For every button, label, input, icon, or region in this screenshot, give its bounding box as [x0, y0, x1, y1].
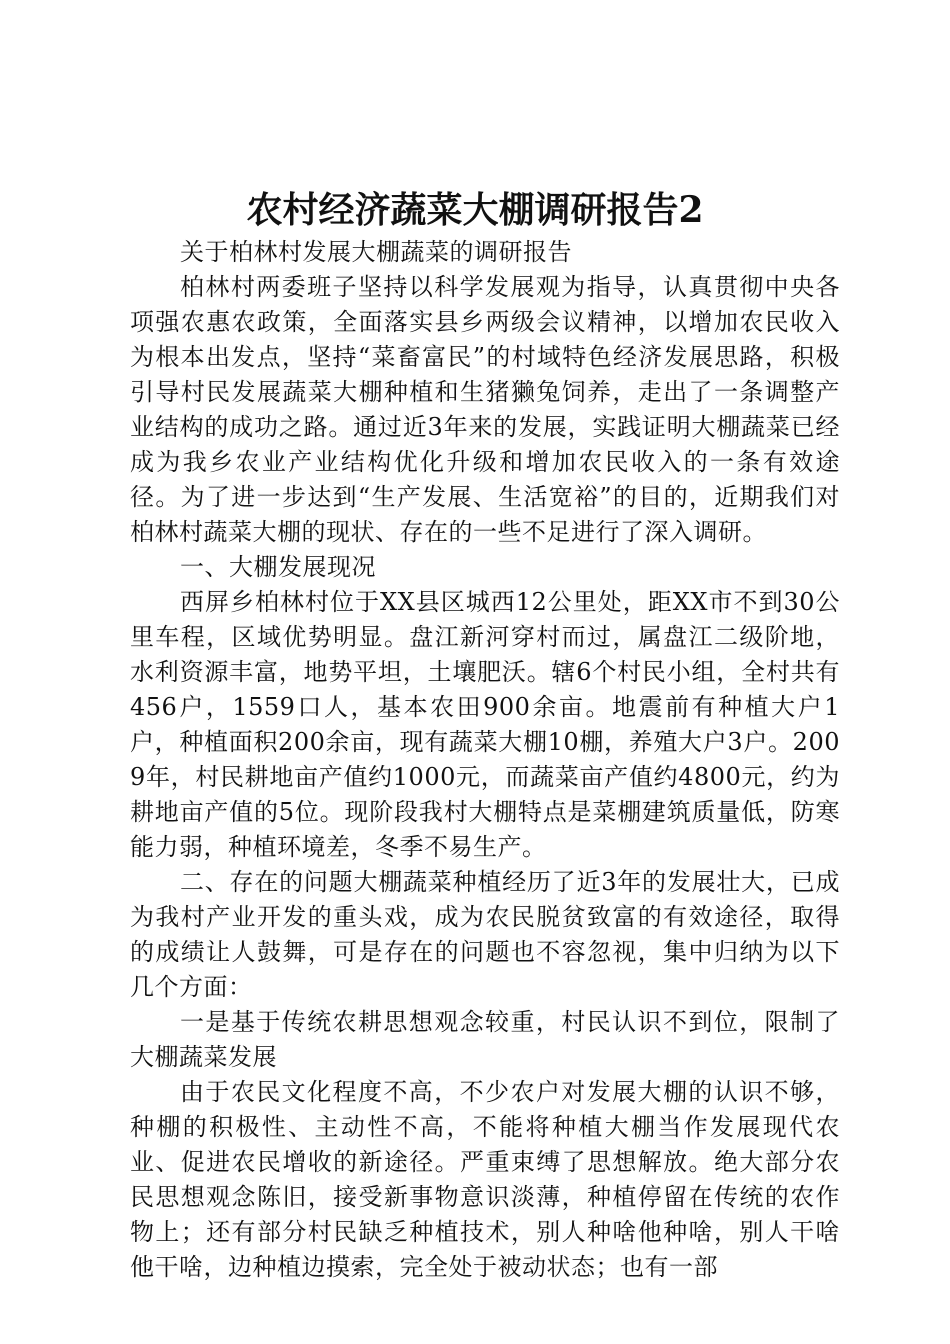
problem-one-heading: 一是基于传统农耕思想观念较重，村民认识不到位，限制了大棚蔬菜发展: [130, 1008, 840, 1071]
report-subtitle: 关于柏林村发展大棚蔬菜的调研报告: [180, 238, 572, 266]
status-paragraph: 西屏乡柏林村位于XX县区城西12公里处，距XX市不到30公里车程，区域优势明显。盘江新河穿村而过，属盘江二级阶地，水利资源丰富，地势平坦，土壤肥沃。辖6个村民小组，全村共有456户，1559口人，基本农田900余亩。地震前有种植大户1户，种植面积200余亩，现有蔬菜大棚10棚，养殖大户3户。2009年，村民耕地亩产值约1000元，而蔬菜亩产值约4800元，约为耕地亩产值的5位。现阶段我村大棚特点是菜棚建筑质量低，防寒能力弱，种植环境差，冬季不易生产。: [130, 588, 840, 861]
intro-paragraph: 柏林村两委班子坚持以科学发展观为指导，认真贯彻中央各项强农惠农政策，全面落实县乡两级会议精神，以增加农民收入为根本出发点，坚持“菜畜富民”的村域特色经济发展思路，积极引导村民发展蔬菜大棚种植和生猪獭兔饲养，走出了一条调整产业结构的成功之路。通过近3年来的发展，实践证明大棚蔬菜已经成为我乡农业产业结构优化升级和增加农民收入的一条有效途径。为了进一步达到“生产发展、生活宽裕”的目的，近期我们对柏林村蔬菜大棚的现状、存在的一些不足进行了深入调研。: [130, 273, 840, 546]
document-title: 农村经济蔬菜大棚调研报告2: [246, 189, 704, 231]
problems-paragraph: 二、存在的问题大棚蔬菜种植经历了近3年的发展壮大，已成为我村产业开发的重头戏，成为农民脱贫致富的有效途径，取得的成绩让人鼓舞，可是存在的问题也不容忽视，集中归纳为以下几个方面：: [130, 868, 840, 1001]
problem-one-paragraph: 由于农民文化程度不高，不少农户对发展大棚的认识不够，种棚的积极性、主动性不高，不能将种植大棚当作发展现代农业、促进农民增收的新途径。严重束缚了思想解放。绝大部分农民思想观念陈旧，接受新事物意识淡薄，种植停留在传统的农作物上；还有部分村民缺乏种植技术，别人种啥他种啥，别人干啥他干啥，边种植边摸索，完全处于被动状态；也有一部: [130, 1078, 840, 1281]
document-body: [130, 235, 840, 1285]
section-heading-status: 一、大棚发展现况: [180, 553, 376, 581]
